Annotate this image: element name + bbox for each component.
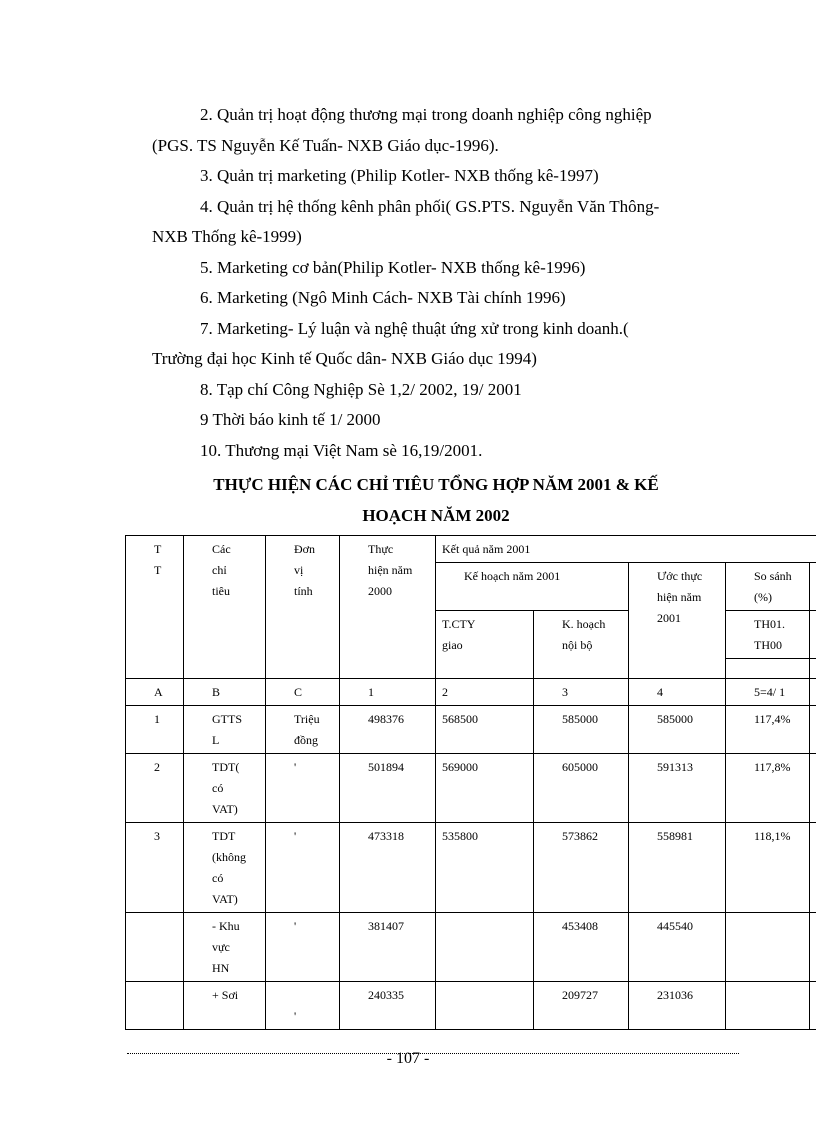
reference-item: 2. Quản trị hoạt động thương mại trong doanh nghiệp công nghiệp (PGS. TS Nguyễn Kế Tuấn- NXB Giáo dục-1996). bbox=[152, 105, 652, 155]
reference-item: 4. Quản trị hệ thống kênh phân phối( GS.PTS. Nguyễn Văn Thông- NXB Thống kê-1999) bbox=[152, 196, 660, 246]
table-header-row bbox=[126, 536, 816, 563]
cell-uoc: 585000 bbox=[629, 706, 726, 754]
table-cell bbox=[810, 563, 816, 611]
table-cell bbox=[810, 982, 816, 1030]
cell-tcty: 568500 bbox=[436, 706, 534, 754]
table-row bbox=[126, 823, 816, 913]
table-cell: B bbox=[184, 679, 266, 706]
header-ket-qua-2001: Kết quả năm 2001 bbox=[436, 536, 816, 563]
header-tt: T T bbox=[126, 536, 184, 679]
header-uoc-thuc-hien: Ước thực hiện năm 2001 bbox=[629, 563, 726, 679]
cell-tcty bbox=[436, 913, 534, 982]
header-ke-hoach-noi-bo: K. hoạch nội bộ bbox=[534, 611, 629, 679]
table-cell: C bbox=[266, 679, 340, 706]
table-cell: 4 bbox=[629, 679, 726, 706]
cell-tt: 2 bbox=[126, 754, 184, 823]
table-cell bbox=[810, 823, 816, 913]
cell-2000: 381407 bbox=[340, 913, 436, 982]
table-row bbox=[126, 706, 816, 754]
header-th01-th00: TH01. TH00 bbox=[726, 611, 810, 659]
table-cell bbox=[810, 754, 816, 823]
cell-so-sanh: 118,1% bbox=[726, 823, 810, 913]
cell-so-sanh: 117,4% bbox=[726, 706, 810, 754]
cell-name: GTTS L bbox=[184, 706, 266, 754]
page-number: - 107 - bbox=[386, 1050, 430, 1067]
cell-uoc: 231036 bbox=[629, 982, 726, 1030]
cell-uoc: 558981 bbox=[629, 823, 726, 913]
cell-khnb: 573862 bbox=[534, 823, 629, 913]
table-row bbox=[126, 982, 816, 1030]
reference-item: 7. Marketing- Lý luận và nghệ thuật ứng xử trong kinh doanh.( Trường đại học Kinh tế Quốc dân- NXB Giáo dục 1994) bbox=[152, 318, 629, 368]
cell-2000: 240335 bbox=[340, 982, 436, 1030]
table-row bbox=[126, 913, 816, 982]
cell-uoc: 445540 bbox=[629, 913, 726, 982]
table-cell bbox=[726, 659, 810, 679]
cell-unit: Triệu đồng bbox=[266, 706, 340, 754]
header-so-sanh: So sánh (%) bbox=[726, 563, 810, 611]
cell-tcty: 535800 bbox=[436, 823, 534, 913]
cell-tt bbox=[126, 982, 184, 1030]
cell-2000: 498376 bbox=[340, 706, 436, 754]
table-cell: 1 bbox=[340, 679, 436, 706]
cell-so-sanh: 117,8% bbox=[726, 754, 810, 823]
header-tcty-giao: T.CTY giao bbox=[436, 611, 534, 679]
cell-uoc: 591313 bbox=[629, 754, 726, 823]
header-ke-hoach-2001: Kế hoạch năm 2001 bbox=[436, 563, 629, 611]
references bbox=[152, 100, 714, 466]
table-cell: A bbox=[126, 679, 184, 706]
cell-tt: 3 bbox=[126, 823, 184, 913]
cell-tcty: 569000 bbox=[436, 754, 534, 823]
cell-name: TDT( có VAT) bbox=[184, 754, 266, 823]
table-cell: 2 bbox=[436, 679, 534, 706]
header-thuc-hien-2000: Thực hiện năm 2000 bbox=[340, 536, 436, 679]
cell-unit: ' bbox=[266, 823, 340, 913]
table-cell bbox=[810, 679, 816, 706]
table-title-line1: THỰC HIỆN CÁC CHỈ TIÊU TỔNG HỢP NĂM 2001 & KẾ bbox=[213, 475, 659, 494]
reference-item: 10. Thương mại Việt Nam sè 16,19/2001. bbox=[200, 440, 483, 460]
table-cell bbox=[810, 659, 816, 679]
cell-khnb: 209727 bbox=[534, 982, 629, 1030]
cell-so-sanh bbox=[726, 913, 810, 982]
cell-2000: 473318 bbox=[340, 823, 436, 913]
cell-khnb: 453408 bbox=[534, 913, 629, 982]
cell-tt bbox=[126, 913, 184, 982]
table-cell bbox=[810, 913, 816, 982]
reference-item: 5. Marketing cơ bản(Philip Kotler- NXB thống kê-1996) bbox=[200, 257, 586, 277]
header-don-vi: Đơn vị tính bbox=[266, 536, 340, 679]
cell-name: TDT (không có VAT) bbox=[184, 823, 266, 913]
cell-name: - Khu vực HN bbox=[184, 913, 266, 982]
cell-khnb: 585000 bbox=[534, 706, 629, 754]
reference-item: 8. Tạp chí Công Nghiệp Sè 1,2/ 2002, 19/ 2001 bbox=[200, 379, 522, 399]
cell-unit: ' bbox=[266, 754, 340, 823]
table-title-line2: HOẠCH NĂM 2002 bbox=[362, 506, 510, 525]
table-cell: 3 bbox=[534, 679, 629, 706]
reference-item: 9 Thời báo kinh tế 1/ 2000 bbox=[200, 410, 381, 429]
table-cell bbox=[810, 611, 816, 659]
cell-name: + Sơi bbox=[184, 982, 266, 1030]
cell-2000: 501894 bbox=[340, 754, 436, 823]
summary-table bbox=[125, 535, 816, 1030]
table-cell bbox=[810, 706, 816, 754]
header-chi-tieu: Các chỉ tiêu bbox=[184, 536, 266, 679]
cell-tcty bbox=[436, 982, 534, 1030]
reference-item: 3. Quản trị marketing (Philip Kotler- NXB thống kê-1997) bbox=[200, 166, 599, 185]
cell-khnb: 605000 bbox=[534, 754, 629, 823]
table-code-row bbox=[126, 679, 816, 706]
table-cell: 5=4/ 1 bbox=[726, 679, 810, 706]
table-row bbox=[126, 754, 816, 823]
reference-item: 6. Marketing (Ngô Minh Cách- NXB Tài chính 1996) bbox=[200, 288, 566, 307]
cell-unit: ' bbox=[266, 913, 340, 982]
cell-unit: ' bbox=[266, 982, 340, 1030]
cell-so-sanh bbox=[726, 982, 810, 1030]
cell-tt: 1 bbox=[126, 706, 184, 754]
